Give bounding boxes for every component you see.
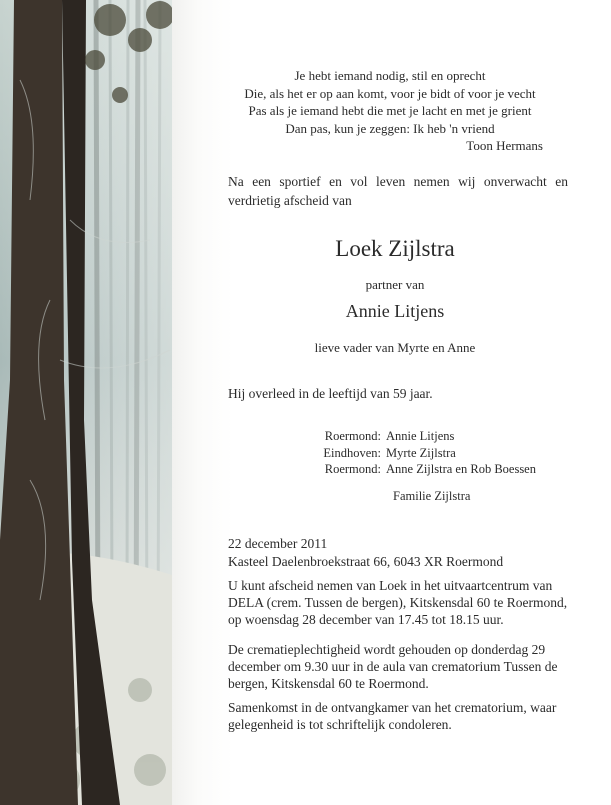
- family-member-row: [260, 461, 536, 478]
- date-address-block: [228, 535, 503, 570]
- poem-author: Toon Hermans: [466, 138, 543, 153]
- family-member-names: Annie Litjens: [386, 429, 455, 443]
- family-member-city: Roermond:: [324, 429, 381, 443]
- family-member-names: Anne Zijlstra en Rob Boessen: [386, 462, 536, 476]
- notice-date: 22 december 2011: [228, 536, 328, 551]
- deceased-name: Loek Zijlstra: [335, 236, 455, 261]
- home-address: Kasteel Daelenbroekstraat 66, 6043 XR Roermond: [228, 553, 504, 569]
- family-member-city: Eindhoven:: [323, 445, 381, 460]
- poem: [180, 67, 600, 155]
- poem-line: Die, als het er op aan komt, voor je bidt of voor je vecht: [244, 85, 536, 101]
- family-member-row: [260, 445, 536, 462]
- children-line: lieve vader van Myrte en Anne: [314, 340, 476, 355]
- family-member-city: Roermond:: [324, 462, 381, 476]
- partner-of-label: partner van: [365, 277, 425, 292]
- family-name: Familie Zijlstra: [393, 489, 471, 503]
- family-members-list: [260, 428, 536, 478]
- age-line: Hij overleed in de leeftijd van 59 jaar.: [228, 386, 433, 401]
- ceremony-paragraph: De crematieplechtigheid wordt gehouden op donderdag 29 december om 9.30 uur in de aula van crematorium Tussen de bergen, Kitskensdal 60 te Roermond.: [228, 642, 558, 691]
- poem-line: Pas als je iemand hebt die met je lacht en met je grient: [248, 103, 532, 118]
- intro-text: Na een sportief en vol leven nemen wij onverwacht en verdrietig afscheid van: [228, 174, 568, 208]
- viewing-paragraph: U kunt afscheid nemen van Loek in het uitvaartcentrum van DELA (crem. Tussen de bergen), Kitskensdal 60 te Roermond, op woensdag 28 december van 17.45 tot 18.15 uur.: [228, 578, 568, 627]
- family-member-names: Myrte Zijlstra: [386, 445, 456, 460]
- forest-photo: [0, 0, 172, 805]
- poem-line: Je hebt iemand nodig, stil en oprecht: [294, 68, 486, 83]
- family-member-row: [260, 428, 536, 445]
- gathering-paragraph: Samenkomst in de ontvangkamer van het crematorium, waar gelegenheid is tot schriftelijk condoleren.: [228, 700, 557, 732]
- poem-line: Dan pas, kun je zeggen: Ik heb 'n vriend: [285, 120, 495, 136]
- partner-name: Annie Litjens: [345, 301, 445, 321]
